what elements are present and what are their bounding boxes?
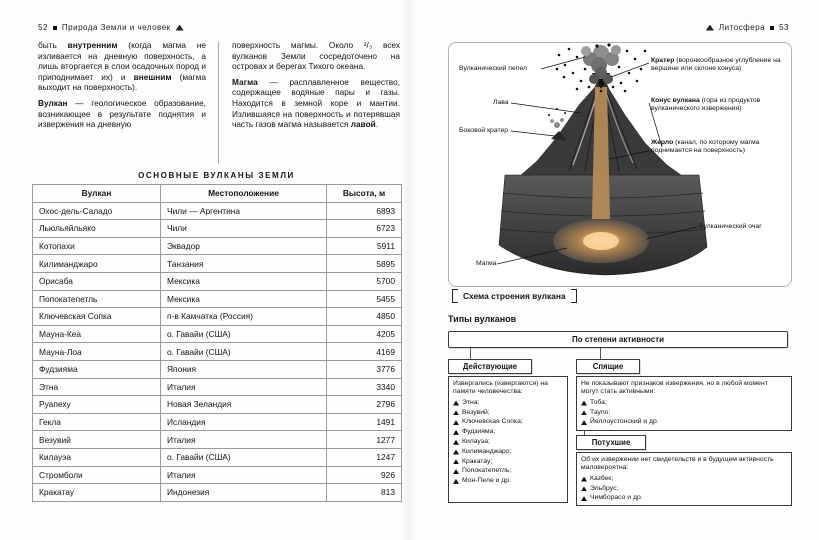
table-row	[33, 202, 402, 220]
volcano-table	[32, 184, 402, 502]
body-text-columns	[38, 40, 400, 170]
fraction-two-thirds: ²/₃	[363, 40, 373, 50]
diagram-caption-text: Схема строения вулкана	[463, 291, 566, 301]
text-run: — расплавленное вещество, содержащее водяные пары и газы. Находится в земной коре и мантии. Излившаяся на поверхность и потерявшая часть газов магма называется	[232, 76, 400, 130]
table-row	[33, 448, 402, 466]
text-column-1	[38, 40, 206, 170]
volcano-bullet-icon	[453, 440, 459, 445]
cell-height: 3776	[327, 360, 402, 378]
list-item	[453, 448, 563, 456]
cell-location: Мексика	[161, 290, 327, 308]
cell-location: Италия	[161, 378, 327, 396]
paragraph-volcano-def	[38, 98, 206, 130]
group-intro-active: Извергались (извергаются) на памяти человечества:	[453, 380, 548, 396]
cell-volcano: Льюльяйльяко	[33, 220, 161, 238]
cell-location: Япония	[161, 360, 327, 378]
term-lava: лавой	[350, 119, 376, 130]
volcano-bullet-icon	[581, 401, 587, 406]
cell-location: о. Гавайи (США)	[161, 448, 327, 466]
square-bullet-icon	[53, 26, 57, 30]
list-item-label: Эльбрус;	[590, 484, 619, 492]
cell-height: 5455	[327, 290, 402, 308]
list-item	[453, 399, 563, 407]
table-header-row	[33, 185, 402, 203]
list-item	[453, 458, 563, 466]
list-item	[581, 409, 787, 417]
text-column-2	[232, 40, 400, 170]
cell-height: 1277	[327, 431, 402, 449]
group-title-extinct: Потухшие	[576, 435, 646, 450]
connector-line	[470, 348, 471, 359]
paragraph-magma-types	[38, 40, 206, 93]
label-magma: Магма	[476, 260, 497, 267]
cell-height: 926	[327, 466, 402, 484]
col-header-height: Высота, м	[327, 185, 402, 203]
list-item	[581, 399, 787, 407]
volcano-list-active	[453, 399, 563, 486]
table-row	[33, 466, 402, 484]
volcano-bullet-icon	[581, 486, 587, 491]
cell-volcano: Этна	[33, 378, 161, 396]
label-crater	[651, 57, 787, 74]
list-item	[453, 428, 563, 436]
table-row	[33, 396, 402, 414]
list-item-label: Казбек;	[590, 474, 614, 482]
cell-height: 5700	[327, 272, 402, 290]
cell-height: 813	[327, 484, 402, 502]
cell-height: 5895	[327, 255, 402, 273]
volcano-icon	[706, 25, 714, 31]
cell-location: Чили	[161, 220, 327, 238]
criterion-box: По степени активности	[448, 331, 788, 348]
left-page-number: 52	[38, 23, 48, 32]
cell-volcano: Фудзияма	[33, 360, 161, 378]
table-row	[33, 360, 402, 378]
list-item-label: Фудзияма;	[462, 428, 496, 436]
cell-height: 3340	[327, 378, 402, 396]
label-magma-chamber: Вулканический очаг	[699, 223, 762, 230]
list-item	[581, 485, 787, 493]
cell-location: о. Гавайи (США)	[161, 343, 327, 361]
volcano-list-dormant	[581, 399, 787, 427]
volcano-table-section	[32, 171, 401, 502]
group-title-active: Действующие	[448, 359, 532, 374]
volcano-bullet-icon	[453, 450, 459, 455]
list-item	[453, 409, 563, 417]
volcano-illustration	[449, 43, 791, 286]
label-volcanic-ash: Вулканический пепел	[459, 65, 527, 72]
left-page-header	[38, 23, 184, 32]
cell-location: Танзания	[161, 255, 327, 273]
volcano-bullet-icon	[453, 410, 459, 415]
list-item	[453, 418, 563, 426]
term-vent: Жерло	[651, 139, 674, 146]
table-row	[33, 237, 402, 255]
cell-volcano: Стромболи	[33, 466, 161, 484]
list-item-label: Чимборасо и др.	[590, 494, 643, 502]
paragraph-volcano-def-cont	[232, 40, 400, 72]
paragraph-magma-def	[232, 77, 400, 130]
label-lava: Лава	[493, 99, 509, 106]
volcano-bullet-icon	[581, 496, 587, 501]
cell-volcano: Килиманджаро	[33, 255, 161, 273]
list-item-label: Тоба;	[590, 398, 607, 406]
table-row	[33, 343, 402, 361]
list-item-label: Килиманджаро;	[462, 447, 512, 455]
col-header-location: Местоположение	[161, 185, 327, 203]
cell-volcano: Котопахи	[33, 237, 161, 255]
book-spine-shadow	[402, 0, 416, 540]
term-crater: Кратер	[651, 57, 675, 64]
list-item-label: Мон-Пеле и др.	[462, 477, 511, 485]
list-item-label: Таупо;	[590, 408, 611, 416]
text-run: (когда магма не изливается на дневную поверхность, а лишь вторгается в слои осадочных пород и приподнимает их) и	[38, 40, 206, 82]
text-run: быть	[38, 40, 68, 50]
cell-height: 1247	[327, 448, 402, 466]
cell-height: 2796	[327, 396, 402, 414]
volcano-bullet-icon	[581, 420, 587, 425]
term-cone: Конус вулкана	[651, 97, 700, 104]
volcano-bullet-icon	[581, 410, 587, 415]
term-volcano: Вулкан	[38, 97, 68, 108]
volcano-bullet-icon	[453, 401, 459, 406]
cell-volcano: Руапеху	[33, 396, 161, 414]
text-run: — геологическое образование, возникающее в результате поднятия и извержения на дневную	[38, 97, 206, 130]
table-row	[33, 308, 402, 326]
volcano-bullet-icon	[453, 420, 459, 425]
desc-cone: (гора из продуктов вулканического извержения)	[651, 97, 761, 113]
cell-volcano: Килауэа	[33, 448, 161, 466]
list-item	[453, 467, 563, 475]
connector-line	[600, 348, 601, 359]
label-cone	[651, 97, 787, 114]
list-item	[581, 418, 787, 426]
cell-height: 4850	[327, 308, 402, 326]
volcano-bullet-icon	[453, 469, 459, 474]
text-run: .	[375, 119, 379, 130]
cell-volcano: Орисаба	[33, 272, 161, 290]
label-vent	[651, 139, 787, 156]
table-row	[33, 413, 402, 431]
diagram-caption	[452, 289, 577, 303]
cell-volcano: Везувий	[33, 431, 161, 449]
volcano-list-extinct	[581, 475, 787, 503]
right-page-title: Литосфера	[718, 23, 766, 32]
cell-volcano: Мауна-Кеа	[33, 325, 161, 343]
cell-location: Мексика	[161, 272, 327, 290]
list-item-label: Кракатау;	[462, 457, 493, 465]
list-item-label: Ключевская Сопка;	[462, 418, 523, 426]
group-intro-extinct: Об их извержении нет свидетельств и в будущем активность маловероятна:	[581, 456, 774, 472]
list-item-label: Йеллоустонский и др.	[590, 418, 659, 426]
volcano-bullet-icon	[453, 479, 459, 484]
group-title-dormant: Спящие	[576, 359, 640, 374]
text-run: поверхность магмы. Около	[232, 40, 364, 50]
desc-crater: (воронкообразное углубление на вершине или склоне конуса)	[651, 57, 781, 73]
group-box-dormant	[576, 376, 792, 431]
cell-height: 6723	[327, 220, 402, 238]
cell-volcano: Гекла	[33, 413, 161, 431]
types-heading: Типы вулканов	[448, 314, 517, 324]
desc-vent: (канал, по которому магма поднимается на поверхность)	[651, 139, 760, 155]
cell-location: Италия	[161, 466, 327, 484]
cell-height: 6893	[327, 202, 402, 220]
table-row	[33, 378, 402, 396]
text-run: (магма выходит на поверхность).	[38, 71, 207, 93]
table-row	[33, 290, 402, 308]
volcano-bullet-icon	[453, 459, 459, 464]
list-item-label: Везувий;	[462, 408, 490, 416]
volcano-bullet-icon	[581, 477, 587, 482]
cell-height: 4169	[327, 343, 402, 361]
term-internal: внутренним	[67, 40, 118, 50]
volcano-bullet-icon	[453, 430, 459, 435]
list-item	[581, 475, 787, 483]
right-page-header	[706, 23, 789, 32]
volcano-icon	[176, 25, 184, 31]
cell-volcano: Мауна-Лоа	[33, 343, 161, 361]
cell-volcano: Попокатепетль	[33, 290, 161, 308]
text-run: всех вулканов Земли сосредоточено на островах и берегах Тихого океана.	[232, 40, 400, 72]
list-item-label: Попокатепетль;	[462, 467, 512, 475]
square-bullet-icon	[770, 26, 774, 30]
term-magma: Магма	[232, 76, 258, 87]
cell-height: 5911	[327, 237, 402, 255]
cell-location: Новая Зеландия	[161, 396, 327, 414]
table-row	[33, 325, 402, 343]
table-row	[33, 431, 402, 449]
cell-location: Эквадор	[161, 237, 327, 255]
cell-volcano: Кракатау	[33, 484, 161, 502]
table-row	[33, 255, 402, 273]
list-item	[453, 477, 563, 485]
list-item	[453, 438, 563, 446]
cell-location: Индонезия	[161, 484, 327, 502]
col-header-volcano: Вулкан	[33, 185, 161, 203]
right-bracket-icon	[571, 289, 577, 303]
table-row	[33, 484, 402, 502]
label-side-crater: Боковой кратер	[459, 127, 509, 134]
cell-height: 1491	[327, 413, 402, 431]
cell-location: п-в Камчатка (Россия)	[161, 308, 327, 326]
cell-location: о. Гавайи (США)	[161, 325, 327, 343]
term-external: внешним	[133, 71, 172, 82]
volcano-diagram	[448, 42, 792, 287]
cell-location: Италия	[161, 431, 327, 449]
table-row	[33, 220, 402, 238]
cell-height: 4205	[327, 325, 402, 343]
cell-volcano: Охос-дель-Саладо	[33, 202, 161, 220]
list-item-label: Этна;	[462, 398, 480, 406]
table-title: ОСНОВНЫЕ ВУЛКАНЫ ЗЕМЛИ	[138, 171, 295, 180]
group-box-extinct	[576, 452, 792, 506]
right-page-number: 53	[779, 23, 789, 32]
left-page-title: Природа Земли и человек	[61, 23, 171, 32]
table-row	[33, 272, 402, 290]
cell-volcano: Ключевская Сопка	[33, 308, 161, 326]
list-item	[581, 494, 787, 502]
cell-location: Чили — Аргентина	[161, 202, 327, 220]
group-intro-dormant: Не показывают признаков извержения, но в любой момент могут стать активными:	[581, 380, 768, 396]
group-box-active	[448, 376, 568, 503]
left-bracket-icon	[452, 289, 458, 303]
list-item-label: Килауэа;	[462, 438, 490, 445]
cell-location: Исландия	[161, 413, 327, 431]
